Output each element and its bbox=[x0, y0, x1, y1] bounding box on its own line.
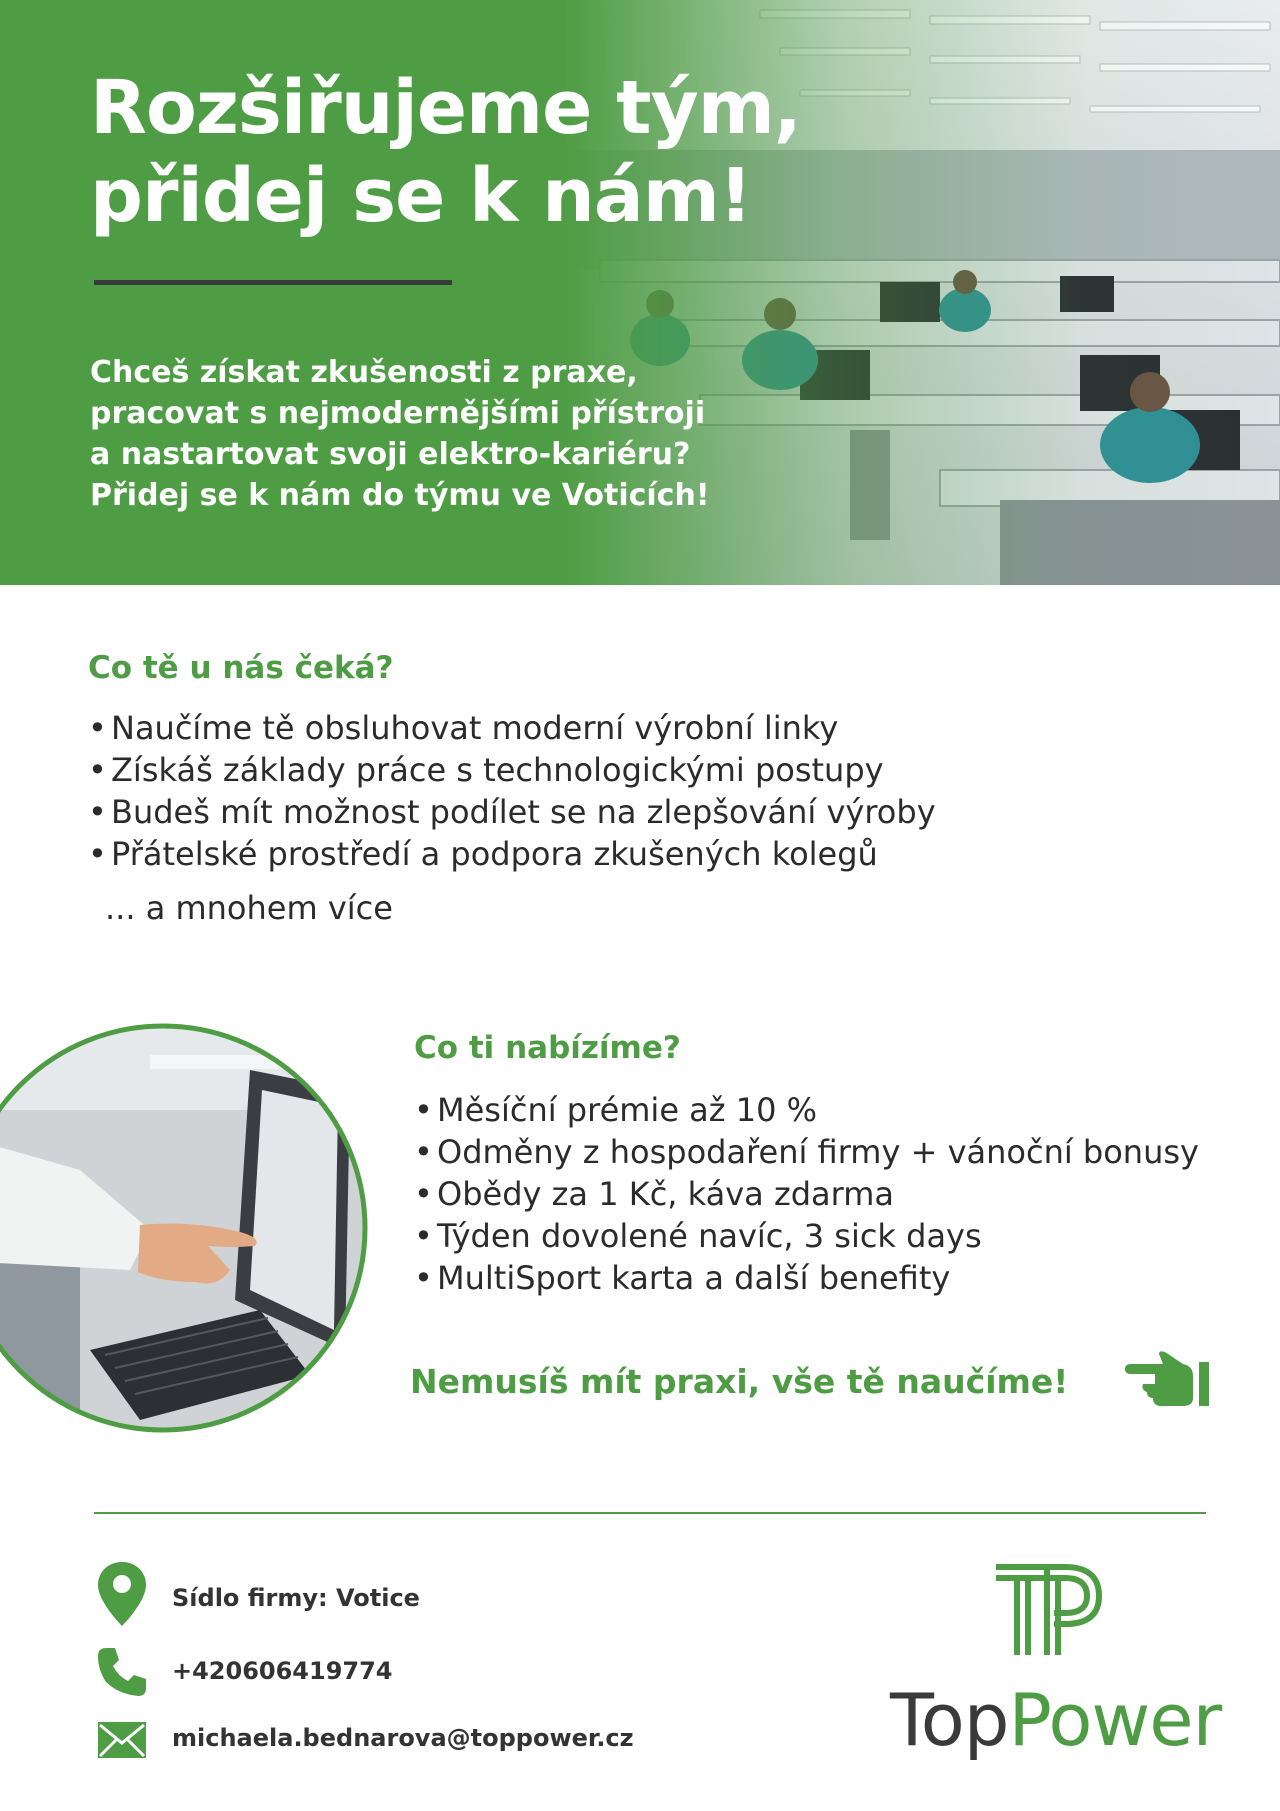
hero-divider bbox=[94, 280, 452, 285]
list-item-text: Naučíme tě obsluhovat moderní výrobní linky bbox=[111, 709, 839, 747]
phone-link[interactable]: +420606419774 bbox=[172, 1657, 393, 1685]
list-item bbox=[414, 1215, 1199, 1257]
bullet-icon: • bbox=[88, 835, 107, 873]
list-item-text: Získáš základy práce s technologickými postupy bbox=[111, 751, 884, 789]
toppower-logo-text bbox=[890, 1680, 1221, 1760]
bullet-icon: • bbox=[414, 1259, 433, 1297]
hero-intro-line: Chceš získat zkušenosti z praxe, bbox=[90, 355, 638, 390]
hero-title-line: přidej se k nám! bbox=[90, 153, 752, 239]
bullet-icon: • bbox=[88, 709, 107, 747]
pointing-hand-icon bbox=[1125, 1350, 1211, 1408]
list-item bbox=[414, 1173, 1199, 1215]
list-item bbox=[414, 1131, 1199, 1173]
hero-intro-line: Přidej se k nám do týmu ve Voticích! bbox=[90, 478, 710, 513]
list-item bbox=[88, 707, 936, 749]
list-item-text: MultiSport karta a další benefity bbox=[437, 1259, 951, 1297]
list-item bbox=[414, 1089, 1199, 1131]
list-item-text: Odměny z hospodaření firmy + vánoční bonusy bbox=[437, 1133, 1199, 1171]
bullet-icon: • bbox=[88, 793, 107, 831]
list-item-text: Obědy za 1 Kč, káva zdarma bbox=[437, 1175, 895, 1213]
computer-photo bbox=[0, 1020, 375, 1440]
expectations-heading: Co tě u nás čeká? bbox=[88, 650, 394, 686]
list-item-text: Přátelské prostředí a podpora zkušených kolegů bbox=[111, 835, 878, 873]
bullet-icon: • bbox=[88, 751, 107, 789]
bullet-icon: • bbox=[414, 1091, 433, 1129]
logo-word-power: Power bbox=[1008, 1678, 1222, 1762]
hero-intro-line: a nastartovat svoji elektro-kariéru? bbox=[90, 437, 691, 472]
hero-intro-line: pracovat s nejmodernějšími přístroji bbox=[90, 396, 706, 431]
location-pin-icon bbox=[96, 1560, 148, 1628]
list-item bbox=[88, 791, 936, 833]
cta-text: Nemusíš mít praxi, vše tě naučíme! bbox=[410, 1362, 1069, 1401]
list-item bbox=[88, 833, 936, 875]
bullet-icon: • bbox=[414, 1175, 433, 1213]
hero-intro bbox=[90, 352, 710, 516]
list-item-text: Měsíční prémie až 10 % bbox=[437, 1091, 818, 1129]
hero-title bbox=[90, 64, 801, 240]
logo-word-top: Top bbox=[890, 1678, 1009, 1762]
bullet-icon: • bbox=[414, 1133, 433, 1171]
expectations-more: ... a mnohem více bbox=[105, 889, 393, 927]
list-item bbox=[88, 749, 936, 791]
list-item-text: Budeš mít možnost podílet se na zlepšování výroby bbox=[111, 793, 936, 831]
offer-list bbox=[414, 1089, 1199, 1299]
phone-icon bbox=[96, 1646, 148, 1698]
list-item bbox=[414, 1257, 1199, 1299]
offer-heading: Co ti nabízíme? bbox=[414, 1030, 681, 1066]
bullet-icon: • bbox=[414, 1217, 433, 1255]
expectations-list bbox=[88, 707, 936, 875]
hero-banner bbox=[0, 0, 1280, 585]
toppower-logo-icon bbox=[995, 1562, 1105, 1658]
list-item-text: Týden dovolené navíc, 3 sick days bbox=[437, 1217, 982, 1255]
location-text: Sídlo firmy: Votice bbox=[172, 1584, 420, 1612]
footer-divider bbox=[94, 1512, 1206, 1514]
hero-title-line: Rozšiřujeme tým, bbox=[90, 65, 801, 151]
email-link[interactable]: michaela.bednarova@toppower.cz bbox=[172, 1724, 634, 1752]
mail-icon bbox=[96, 1720, 148, 1760]
